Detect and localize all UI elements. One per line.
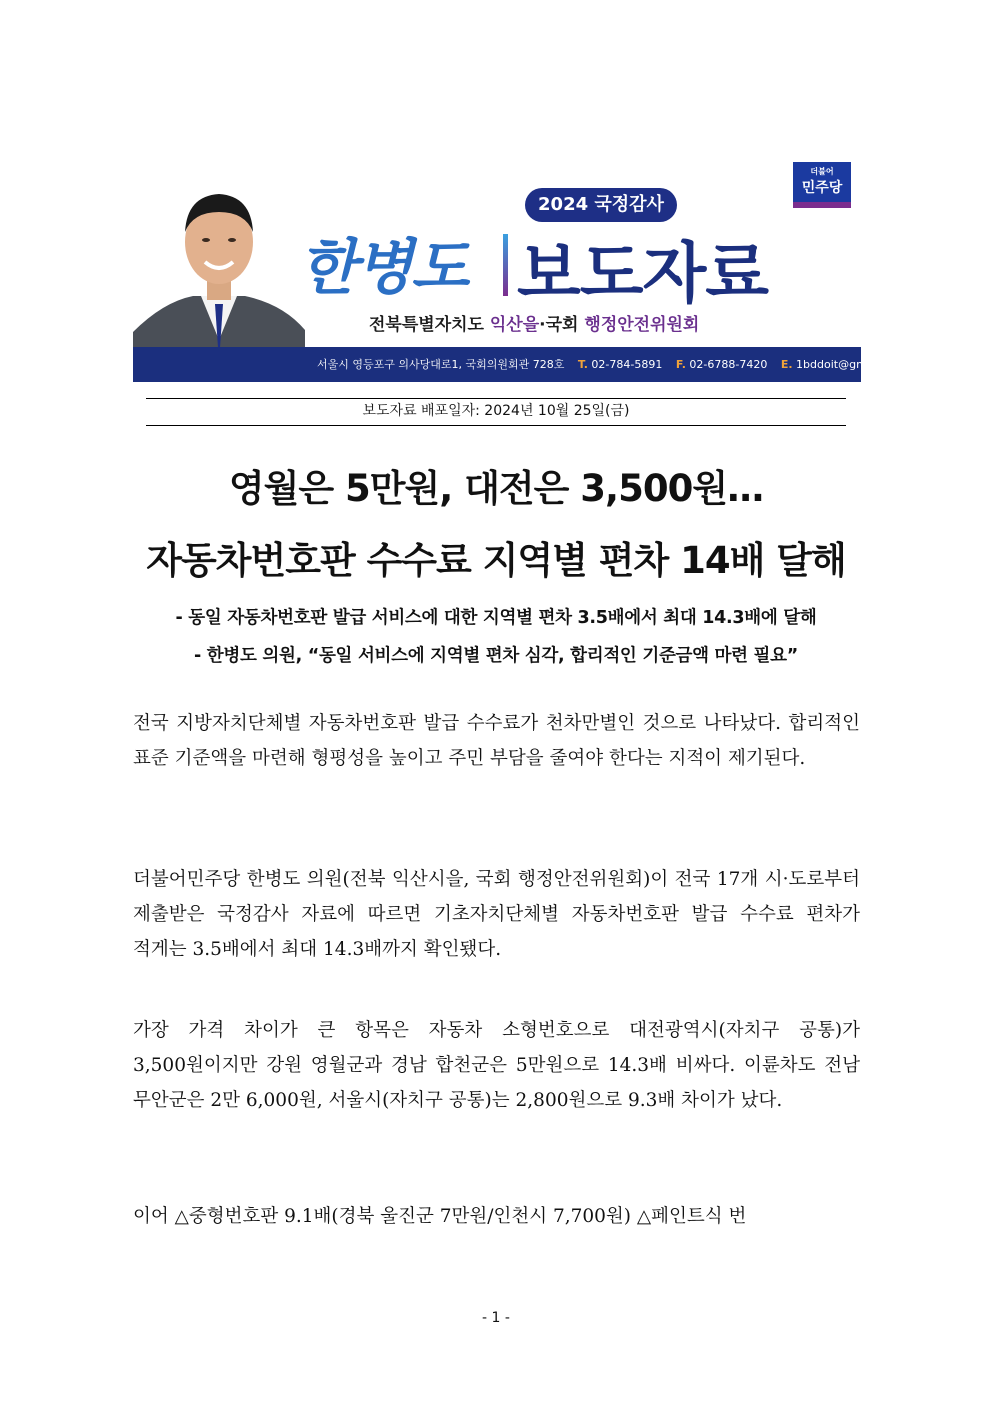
district-prefix: 전북특별자치도 <box>369 315 490 335</box>
banner-divider <box>503 234 508 296</box>
release-date: 보도자료 배포일자: 2024년 10월 25일(금) <box>362 403 630 419</box>
body-paragraph-2: 더불어민주당 한병도 의원(전북 익산시을, 국회 행정안전위원회)이 전국 17개 시·도로부터 제출받은 국정감사 자료에 따르면 기초자치단체별 자동차번호판 발급 수수료 편차가 적게는 3.5배에서 최대 14.3배까지 확인됐다. <box>133 869 860 960</box>
subheading-2: - 한병도 의원, “동일 서비스에 지역별 편차 심각, 합리적인 기준금액 마련 필요” <box>194 646 798 666</box>
press-release-banner <box>133 162 907 382</box>
press-release-title: 보도자료 <box>517 235 769 312</box>
body-paragraph-1: 전국 지방자치단체별 자동차번호판 발급 수수료가 천차만별인 것으로 나타났다. 합리적인 표준 기준액을 마련해 형평성을 높이고 주민 부담을 줄여야 한다는 지적이 제기된다. <box>133 713 860 769</box>
fax-key: F. <box>675 358 686 371</box>
fax-number: 02-6788-7420 <box>689 358 768 371</box>
email-key: E. <box>780 358 793 371</box>
date-rule-top <box>146 398 846 399</box>
district-committee: 행정안전위원회 <box>584 315 700 335</box>
lawmaker-name-signature: 한병도 <box>299 233 467 303</box>
party-logo-small-text: 더불어 <box>810 167 834 176</box>
tel-key: T. <box>577 358 588 371</box>
headline-line-1: 영월은 5만원, 대전은 3,500원… <box>228 467 764 510</box>
party-logo-main-text: 민주당 <box>801 180 843 196</box>
body-paragraph-3: 가장 가격 차이가 큰 항목은 자동차 소형번호으로 대전광역시(자치구 공통)가 3,500원이지만 강원 영월군과 경남 합천군은 5만원으로 14.3배 비싸다. 이륜차도 전남 무안군은 2만 6,000원, 서울시(자치구 공통)는 2,800원으로 9.3배 차이가 났다. <box>133 1020 860 1111</box>
contact-bar <box>133 347 907 382</box>
audit-badge: 2024 국정감사 <box>525 188 677 222</box>
tel-number: 02-784-5891 <box>591 358 663 371</box>
page-number: - 1 - <box>482 1310 510 1326</box>
district-highlight: 익산을 <box>489 315 540 335</box>
party-logo <box>793 162 851 208</box>
date-rule-bottom <box>146 425 846 426</box>
office-address: 서울시 영등포구 의사당대로1, 국회의원회관 728호 <box>317 358 565 371</box>
district-line <box>369 310 699 335</box>
subheading-1: - 동일 자동차번호판 발급 서비스에 대한 지역별 편차 3.5배에서 최대 14.3배에 달해 <box>175 608 817 628</box>
district-mid: ·국회 <box>539 315 585 335</box>
body-paragraph-4: 이어 △중형번호판 9.1배(경북 울진군 7만원/인천시 7,700원) △페인트식 번 <box>133 1206 747 1227</box>
headline-line-2: 자동차번호판 수수료 지역별 편차 14배 달해 <box>146 539 846 582</box>
email-address: 1bddoit@gmail.com <box>796 358 907 371</box>
